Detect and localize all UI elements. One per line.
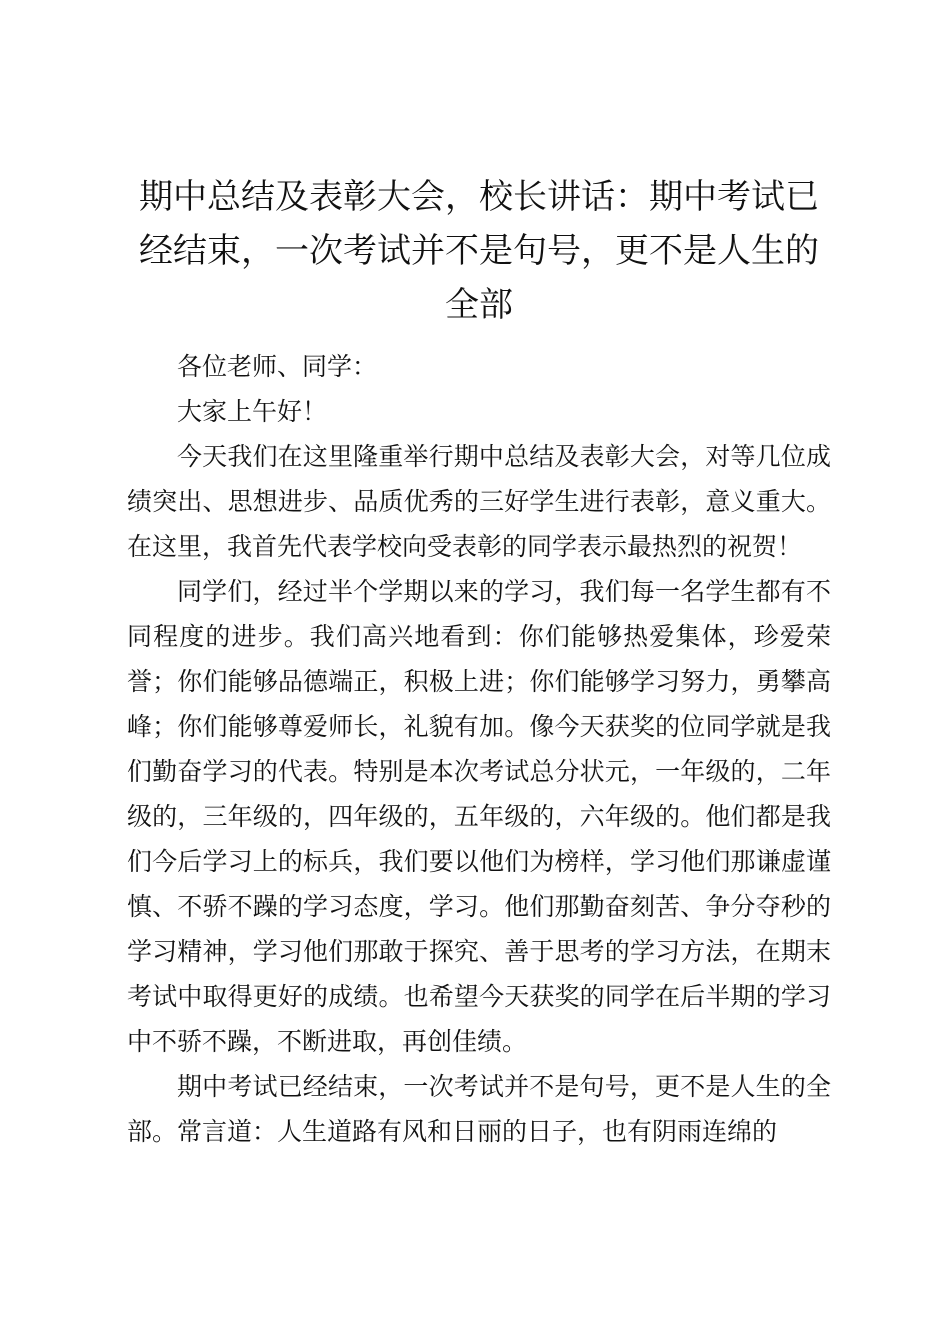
paragraph-1: 今天我们在这里隆重举行期中总结及表彰大会，对等几位成绩突出、思想进步、品质优秀的三好学生进行表彰，意义重大。在这里，我首先代表学校向受表彰的同学表示最热烈的祝贺！ xyxy=(127,442,831,561)
title-line-2: 经结束，一次考试并不是句号，更不是人生的 xyxy=(139,231,819,271)
salutation: 各位老师、同学： xyxy=(177,352,378,381)
title-line-1: 期中总结及表彰大会，校长讲话：期中考试已 xyxy=(139,177,819,217)
greeting: 大家上午好！ xyxy=(177,397,328,426)
paragraph-3: 期中考试已经结束，一次考试并不是句号，更不是人生的全部。常言道：人生道路有风和日丽的日子，也有阴雨连绵的 xyxy=(127,1072,831,1146)
paragraph-2: 同学们，经过半个学期以来的学习，我们每一名学生都有不同程度的进步。我们高兴地看到：你们能够热爱集体，珍爱荣誉；你们能够品德端正，积极上进；你们能够学习努力，勇攀高峰；你们能够尊爱师长，礼貌有加。像今天获奖的位同学就是我们勤奋学习的代表。特别是本次考试总分状元，一年级的，二年级的，三年级的，四年级的，五年级的，六年级的。他们都是我们今后学习上的标兵，我们要以他们为榜样，学习他们那谦虚谨慎、不骄不躁的学习态度，学习。他们那勤奋刻苦、争分夺秒的学习精神，学习他们那敢于探究、善于思考的学习方法，在期末考试中取得更好的成绩。也希望今天获奖的同学在后半期的学习中不骄不躁，不断进取，再创佳绩。 xyxy=(127,577,831,1056)
title-line-3: 全部 xyxy=(445,285,513,325)
document-title xyxy=(127,170,831,332)
document-page xyxy=(127,170,831,1154)
